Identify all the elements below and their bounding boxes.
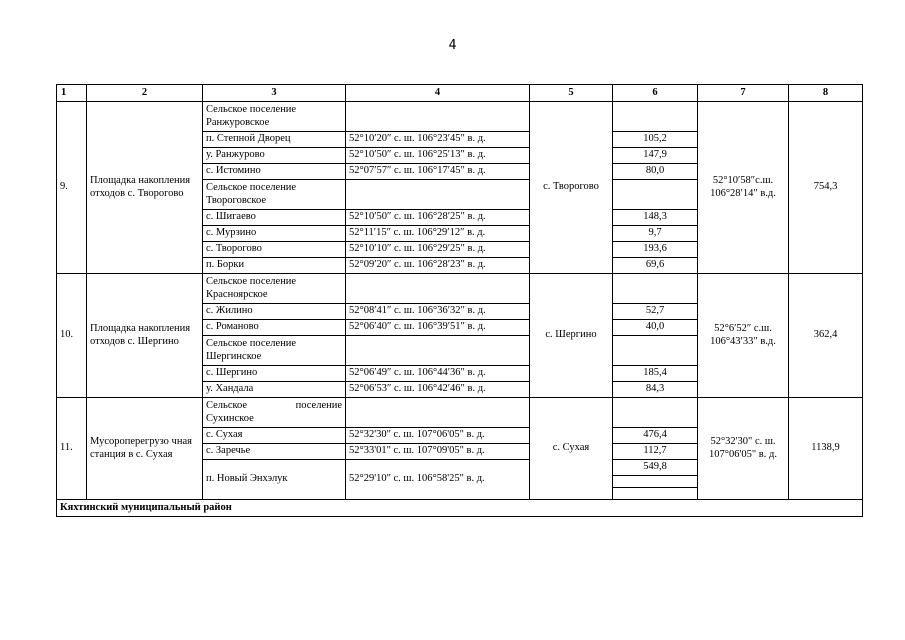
distance-value: 185,4 <box>613 366 698 382</box>
settlement-coords: 52°10′50″ с. ш. 106°28′25″ в. д. <box>346 210 530 226</box>
header-cell: 4 <box>346 85 530 102</box>
district-title: Кяхтинский муниципальный район <box>57 500 863 517</box>
settlement-name: с. Жилино <box>203 304 346 320</box>
distance-value: 9,7 <box>613 226 698 242</box>
distance-value: 476,4 <box>613 428 698 444</box>
header-cell: 2 <box>87 85 203 102</box>
settlement-coords: 52°06′49″ с. ш. 106°44′36″ в. д. <box>346 366 530 382</box>
settlement-name: п. Борки <box>203 258 346 274</box>
distance-value <box>613 274 698 304</box>
waste-sites-table <box>56 84 863 517</box>
district-row <box>57 500 863 517</box>
page-number: 4 <box>448 38 457 53</box>
row-number: 10. <box>57 274 87 398</box>
header-cell: 8 <box>789 85 863 102</box>
distance-value <box>613 180 698 210</box>
total-value: 754,3 <box>789 102 863 274</box>
distance-value: 193,6 <box>613 242 698 258</box>
settlement-coords: 52°32'30" с. ш. 107°06'05" в. д. <box>346 428 530 444</box>
distance-value: 112,7 <box>613 444 698 460</box>
distance-value: 84,3 <box>613 382 698 398</box>
distance-value <box>613 398 698 428</box>
settlement-coords: 52°06′40″ с. ш. 106°39′51″ в. д. <box>346 320 530 336</box>
distance-value: 40,0 <box>613 320 698 336</box>
site-coordinates: 52°6′52″ с.ш. 106°43′33″ в.д. <box>698 274 789 398</box>
distance-value: 69,6 <box>613 258 698 274</box>
settlement-name: с. Творогово <box>203 242 346 258</box>
center-settlement: с. Шергино <box>530 274 613 398</box>
table-row <box>57 274 863 304</box>
settlement-coords: 52°10′20″ с. ш. 106°23′45″ в. д. <box>346 132 530 148</box>
settlement-name: с. Сухая <box>203 428 346 444</box>
center-settlement: с. Сухая <box>530 398 613 500</box>
settlement-coords: 52°33'01" с. ш. 107°09'05" в. д. <box>346 444 530 460</box>
distance-value: 52,7 <box>613 304 698 320</box>
settlement-name: с. Шигаево <box>203 210 346 226</box>
center-settlement: с. Творогово <box>530 102 613 274</box>
settlement-name: с. Романово <box>203 320 346 336</box>
header-row <box>57 85 863 102</box>
settlement-name: у. Хандала <box>203 382 346 398</box>
row-number: 9. <box>57 102 87 274</box>
settlement-coords <box>346 180 530 210</box>
settlement-coords <box>346 102 530 132</box>
distance-value <box>613 476 698 488</box>
distance-value: 80,0 <box>613 164 698 180</box>
settlement-name: у. Ранжурово <box>203 148 346 164</box>
settlement-name: с. Мурзино <box>203 226 346 242</box>
distance-value <box>613 102 698 132</box>
settlement-coords: 52°10′50″ с. ш. 106°25′13″ в. д. <box>346 148 530 164</box>
site-coordinates: 52°10′58″с.ш. 106°28′14″ в.д. <box>698 102 789 274</box>
total-value: 362,4 <box>789 274 863 398</box>
settlement-name: с. Истомино <box>203 164 346 180</box>
settlement-coords <box>346 274 530 304</box>
settlement-coords: 52°06′53″ с. ш. 106°42′46″ в. д. <box>346 382 530 398</box>
distance-value <box>613 336 698 366</box>
settlement-name: Сельское поселение Ранжуровское <box>203 102 346 132</box>
header-cell: 5 <box>530 85 613 102</box>
settlement-coords: 52°08′41″ с. ш. 106°36′32″ в. д. <box>346 304 530 320</box>
header-cell: 6 <box>613 85 698 102</box>
header-cell: 3 <box>203 85 346 102</box>
settlement-name: Сельское поселение Твороговское <box>203 180 346 210</box>
settlement-name: с. Заречье <box>203 444 346 460</box>
table-row <box>57 102 863 132</box>
site-coordinates: 52°32'30" с. ш. 107°06'05" в. д. <box>698 398 789 500</box>
settlement-name: с. Шергино <box>203 366 346 382</box>
distance-value: 549,8 <box>613 460 698 476</box>
total-value: 1138,9 <box>789 398 863 500</box>
settlement-name: Сельское поселение Сухинское <box>203 398 346 428</box>
header-cell: 1 <box>57 85 87 102</box>
settlement-coords: 52°10′10″ с. ш. 106°29′25″ в. д. <box>346 242 530 258</box>
settlement-coords: 52°29'10" с. ш. 106°58'25" в. д. <box>346 460 530 500</box>
settlement-coords <box>346 336 530 366</box>
settlement-name: п. Степной Дворец <box>203 132 346 148</box>
settlement-name: п. Новый Энхэлук <box>203 460 346 500</box>
distance-value: 105,2 <box>613 132 698 148</box>
settlement-coords <box>346 398 530 428</box>
settlement-coords: 52°09′20″ с. ш. 106°28′23″ в. д. <box>346 258 530 274</box>
distance-value: 147,9 <box>613 148 698 164</box>
settlement-name: Сельское поселение Красноярское <box>203 274 346 304</box>
settlement-name: Сельское поселение Шергинское <box>203 336 346 366</box>
distance-value: 148,3 <box>613 210 698 226</box>
site-name: Площадка накопления отходов с. Шергино <box>87 274 203 398</box>
row-number: 11. <box>57 398 87 500</box>
settlement-coords: 52°11′15″ с. ш. 106°29′12″ в. д. <box>346 226 530 242</box>
header-cell: 7 <box>698 85 789 102</box>
settlement-coords: 52°07′57″ с. ш. 106°17′45″ в. д. <box>346 164 530 180</box>
site-name: Площадка накопления отходов с. Творогово <box>87 102 203 274</box>
site-name: Мусороперегрузо чная станция в с. Сухая <box>87 398 203 500</box>
table-row <box>57 398 863 428</box>
distance-value <box>613 488 698 500</box>
